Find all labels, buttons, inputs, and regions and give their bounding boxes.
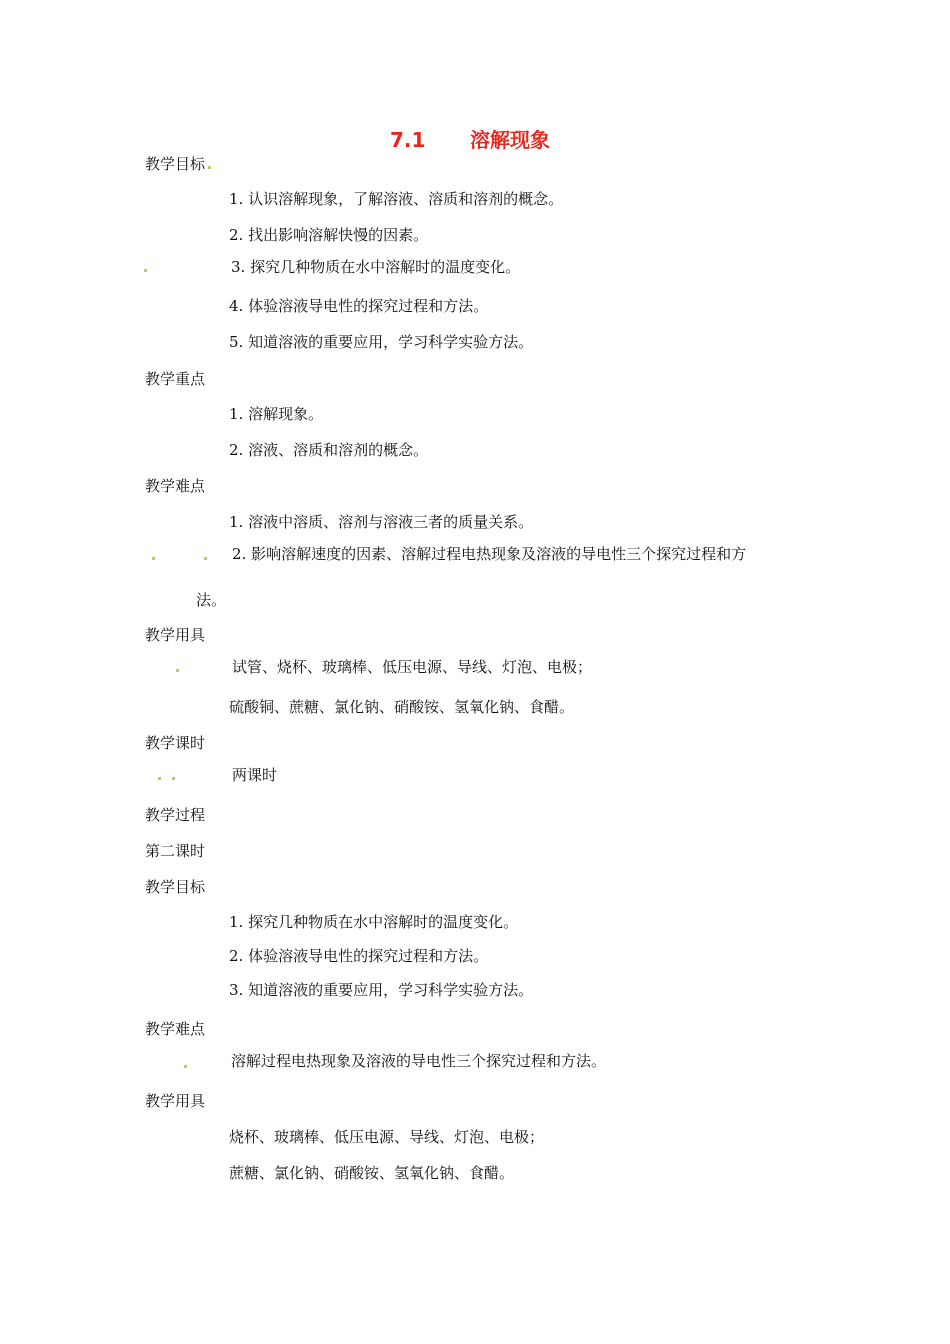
key-point-1: 1. 溶解现象。	[229, 405, 324, 423]
title-text: 溶解现象	[470, 128, 550, 152]
teaching-aids2-chemicals: 蔗糖、氯化钠、硝酸铵、氢氧化钠、食醋。	[229, 1164, 515, 1182]
heading-teaching-objectives: 教学目标	[145, 155, 206, 173]
heading-second-lesson: 第二课时	[145, 842, 206, 860]
difficulty2-item: 溶解过程电热现象及溶液的导电性三个探究过程和方法。	[231, 1052, 607, 1070]
objective2-item-1: 1. 探究几种物质在水中溶解时的温度变化。	[229, 913, 519, 931]
teaching-aids-chemicals: 硫酸铜、蔗糖、氯化钠、硝酸铵、氢氧化钠、食醋。	[229, 698, 575, 716]
scan-speck	[184, 1065, 187, 1068]
heading-teaching-process: 教学过程	[145, 806, 206, 824]
heading-teaching-objectives-2: 教学目标	[145, 878, 206, 896]
class-hours-value: 两课时	[232, 766, 278, 784]
heading-class-hours: 教学课时	[145, 734, 206, 752]
difficulty-2: 2. 影响溶解速度的因素、溶解过程电热现象及溶液的导电性三个探究过程和方	[232, 545, 747, 563]
heading-difficulties: 教学难点	[145, 477, 206, 495]
objective-item-2: 2. 找出影响溶解快慢的因素。	[229, 226, 429, 244]
scan-speck	[152, 557, 155, 560]
objective-item-1: 1. 认识溶解现象，了解溶液、溶质和溶剂的概念。	[229, 190, 564, 208]
document-title	[390, 124, 550, 153]
objective2-item-2: 2. 体验溶液导电性的探究过程和方法。	[229, 947, 489, 965]
objective-item-5: 5. 知道溶液的重要应用，学习科学实验方法。	[229, 333, 534, 351]
scan-speck	[204, 557, 207, 560]
objective2-item-3: 3. 知道溶液的重要应用，学习科学实验方法。	[229, 981, 534, 999]
difficulty-2-continued: 法。	[196, 591, 227, 609]
objective-item-4: 4. 体验溶液导电性的探究过程和方法。	[229, 297, 489, 315]
scan-speck	[208, 166, 211, 169]
scan-speck	[172, 777, 175, 780]
teaching-aids2-equipment: 烧杯、玻璃棒、低压电源、导线、灯泡、电极；	[229, 1128, 545, 1146]
heading-teaching-aids-2: 教学用具	[145, 1092, 206, 1110]
scan-speck	[158, 777, 161, 780]
teaching-aids-equipment: 试管、烧杯、玻璃棒、低压电源、导线、灯泡、电极；	[232, 658, 593, 676]
objective-item-3: 3. 探究几种物质在水中溶解时的温度变化。	[231, 258, 521, 276]
difficulty-1: 1. 溶液中溶质、溶剂与溶液三者的质量关系。	[229, 513, 534, 531]
scan-speck	[176, 669, 179, 672]
key-point-2: 2. 溶液、溶质和溶剂的概念。	[229, 441, 429, 459]
scan-speck	[144, 269, 147, 272]
heading-key-points: 教学重点	[145, 370, 206, 388]
heading-teaching-aids: 教学用具	[145, 626, 206, 644]
heading-difficulties-2: 教学难点	[145, 1020, 206, 1038]
title-number: 7.1	[390, 128, 426, 152]
